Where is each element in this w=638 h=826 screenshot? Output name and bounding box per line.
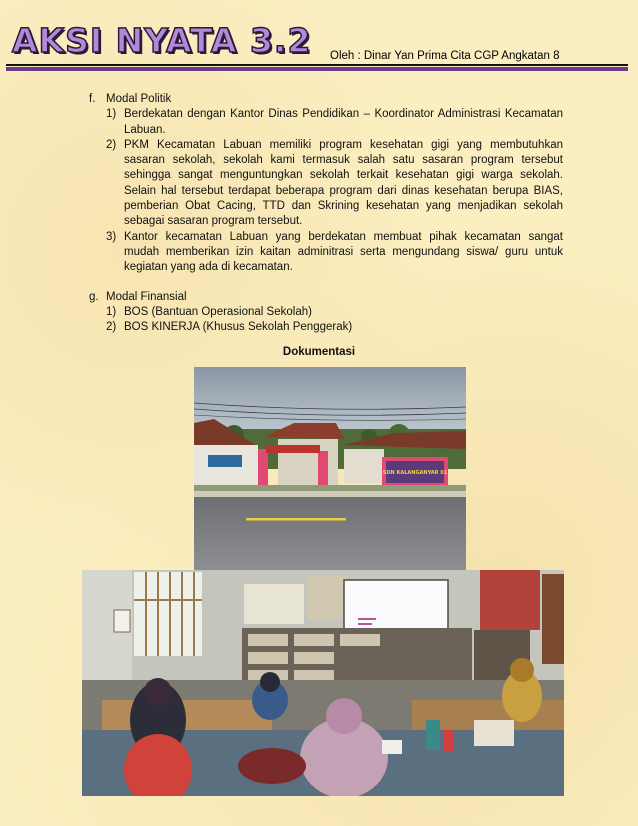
section-modal-politik [0,92,638,276]
item-number: 3) [106,230,117,243]
section-heading: Modal Finansial [106,290,187,303]
item-text: BOS KINERJA (Khusus Sekolah Penggerak) [124,321,353,334]
list-item [106,305,563,320]
item-text: BOS (Bantuan Operasional Sekolah) [124,305,312,318]
item-number: 1) [106,108,117,121]
item-text: Kantor kecamatan Labuan yang berdekatan membuat pihak kecamatan sangat mudah memberikan izin kaitan adminitrasi serta mengundang siswa/ guru untuk kegiatan yang ada di kecamatan. [124,230,563,274]
documentation-heading: Dokumentasi [282,346,356,358]
page-title: AKSI NYATA 3.2 [12,21,312,60]
section-label: f. [89,93,96,105]
section-list [106,305,563,336]
classroom-meeting-photo [82,570,564,796]
section-heading: Modal Politik [106,93,172,105]
school-sign-text: SDN KALANGANYAR 01 [382,470,448,476]
item-text: PKM Kecamatan Labuan memiliki program kesehatan gigi yang membutuhkan sasaran sekolah, sekolah kami termasuk salah satu sasaran program tersebut sehingga sangat menguntungkan sekolah terkait kesehatan gigi warga sekolah. Selain hal tersebut terdapat beberapa program dari dinas kesehatan berupa BIAS, pemberian Obat Cacing, TTD dan Skrining kesehatan yang menjadikan sekolah sebagai sasaran program tersebut. [124,138,563,228]
list-item [106,320,563,335]
header-divider [6,64,628,66]
section-modal-finansial [0,290,638,336]
document-body [0,92,638,335]
item-number: 2) [106,321,117,334]
section-list [106,107,563,275]
header-accent-bar [6,67,628,71]
author-line: Oleh : Dinar Yan Prima Cita CGP Angkatan 8 [330,50,560,62]
item-text: Berdekatan dengan Kantor Dinas Pendidikan – Koordinator Administrasi Kecamatan Labuan. [124,108,563,136]
item-number: 1) [106,305,117,318]
list-item [106,138,563,230]
section-label: g. [89,290,99,303]
list-item [106,230,563,276]
school-front-photo [194,367,466,570]
item-number: 2) [106,138,117,151]
list-item [106,107,563,138]
